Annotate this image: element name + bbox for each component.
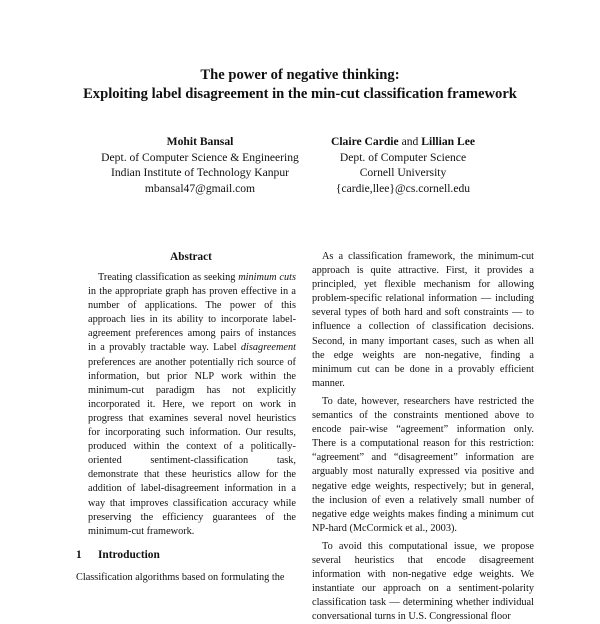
right-column bbox=[312, 250, 534, 624]
author-affiliation: Dept. of Computer Science bbox=[339, 150, 467, 164]
body-paragraph-3: To avoid this computational issue, we propose several heuristics that encode disagreement information with non-negative edge weights. We instantiate our approach on a sentiment-polarity classification task — determining whether individual conversational turns in U.S. Congressional floor bbox=[312, 540, 534, 623]
author-institution: Indian Institute of Technology Kanpur bbox=[111, 166, 289, 179]
abstract-text: in the appropriate graph has proven effective in a number of applications. The power of this approach lies in its ability to incorporate label-agreement preferences among pairs of instances in a provably tractable way. Label bbox=[88, 286, 296, 354]
author-email: {cardie,llee}@cs.cornell.edu bbox=[335, 181, 471, 195]
title-line-2: Exploiting label disagreement in the min-cut classification framework bbox=[83, 86, 517, 102]
title-line-1: The power of negative thinking: bbox=[200, 67, 400, 83]
author-block-right bbox=[318, 134, 488, 196]
section-number: 1 bbox=[76, 548, 82, 561]
author-name-2: Lillian Lee bbox=[421, 135, 476, 148]
section-title: Introduction bbox=[98, 548, 160, 561]
author-name: Mohit Bansal bbox=[166, 135, 234, 148]
abstract-emphasis: minimum cuts bbox=[238, 272, 296, 283]
section-heading bbox=[76, 548, 296, 562]
author-block-left bbox=[90, 134, 310, 196]
author-affiliation: Dept. of Computer Science & Engineering bbox=[101, 150, 299, 164]
paper-title bbox=[0, 66, 600, 104]
body-paragraph-1: As a classification framework, the minimum-cut approach is quite attractive. First, it provides a principled, yet flexible mechanism for allowing problem-specific relational information — including several types of both hard and soft constraints — to influence a collection of classification decisions. Second, in many important cases, such as when all the edge weights are non-negative, finding a minimum cut can be done in a provably efficient manner. bbox=[312, 251, 534, 389]
author-email: mbansal47@gmail.com bbox=[144, 181, 256, 195]
left-column bbox=[76, 250, 296, 585]
abstract-paragraph bbox=[88, 271, 296, 539]
author-name-1: Claire Cardie bbox=[330, 135, 399, 148]
abstract-emphasis: disagreement bbox=[240, 342, 296, 354]
abstract-body bbox=[76, 271, 296, 539]
body-paragraph-2: To date, however, researchers have restricted the semantics of the constraints mentioned above to encode pair-wise “agreement” information only. There is a computational reason for this restriction: “agreement” and “disagreement” information are arguably most naturally expressed via positive and negative edge weights, respectively; but in general, the inclusion of even a relatively small number of negative edge weights makes finding a minimum cut NP-hard (McCormick et al., 2003). bbox=[312, 395, 534, 534]
author-institution: Cornell University bbox=[359, 166, 447, 179]
abstract-text: Treating classification as seeking bbox=[98, 272, 239, 283]
abstract-text: preferences are another potentially rich source of information, but prior NLP work within the minimum-cut paradigm has not explicitly incorporated it. Here, we report on work in progress that examines several novel heuristics for incorporating such information. Our results, produced within the context of a politically-oriented sentiment-classification task, demonstrate that these heuristics allow for the addition of label-disagreement information in a way that improves classification accuracy while preserving the efficiency guarantees of the minimum-cut framework. bbox=[88, 356, 296, 537]
author-connector: and bbox=[401, 135, 419, 148]
abstract-heading: Abstract bbox=[170, 251, 212, 263]
intro-paragraph: Classification algorithms based on formulating the bbox=[76, 571, 285, 583]
author-names bbox=[318, 134, 488, 150]
